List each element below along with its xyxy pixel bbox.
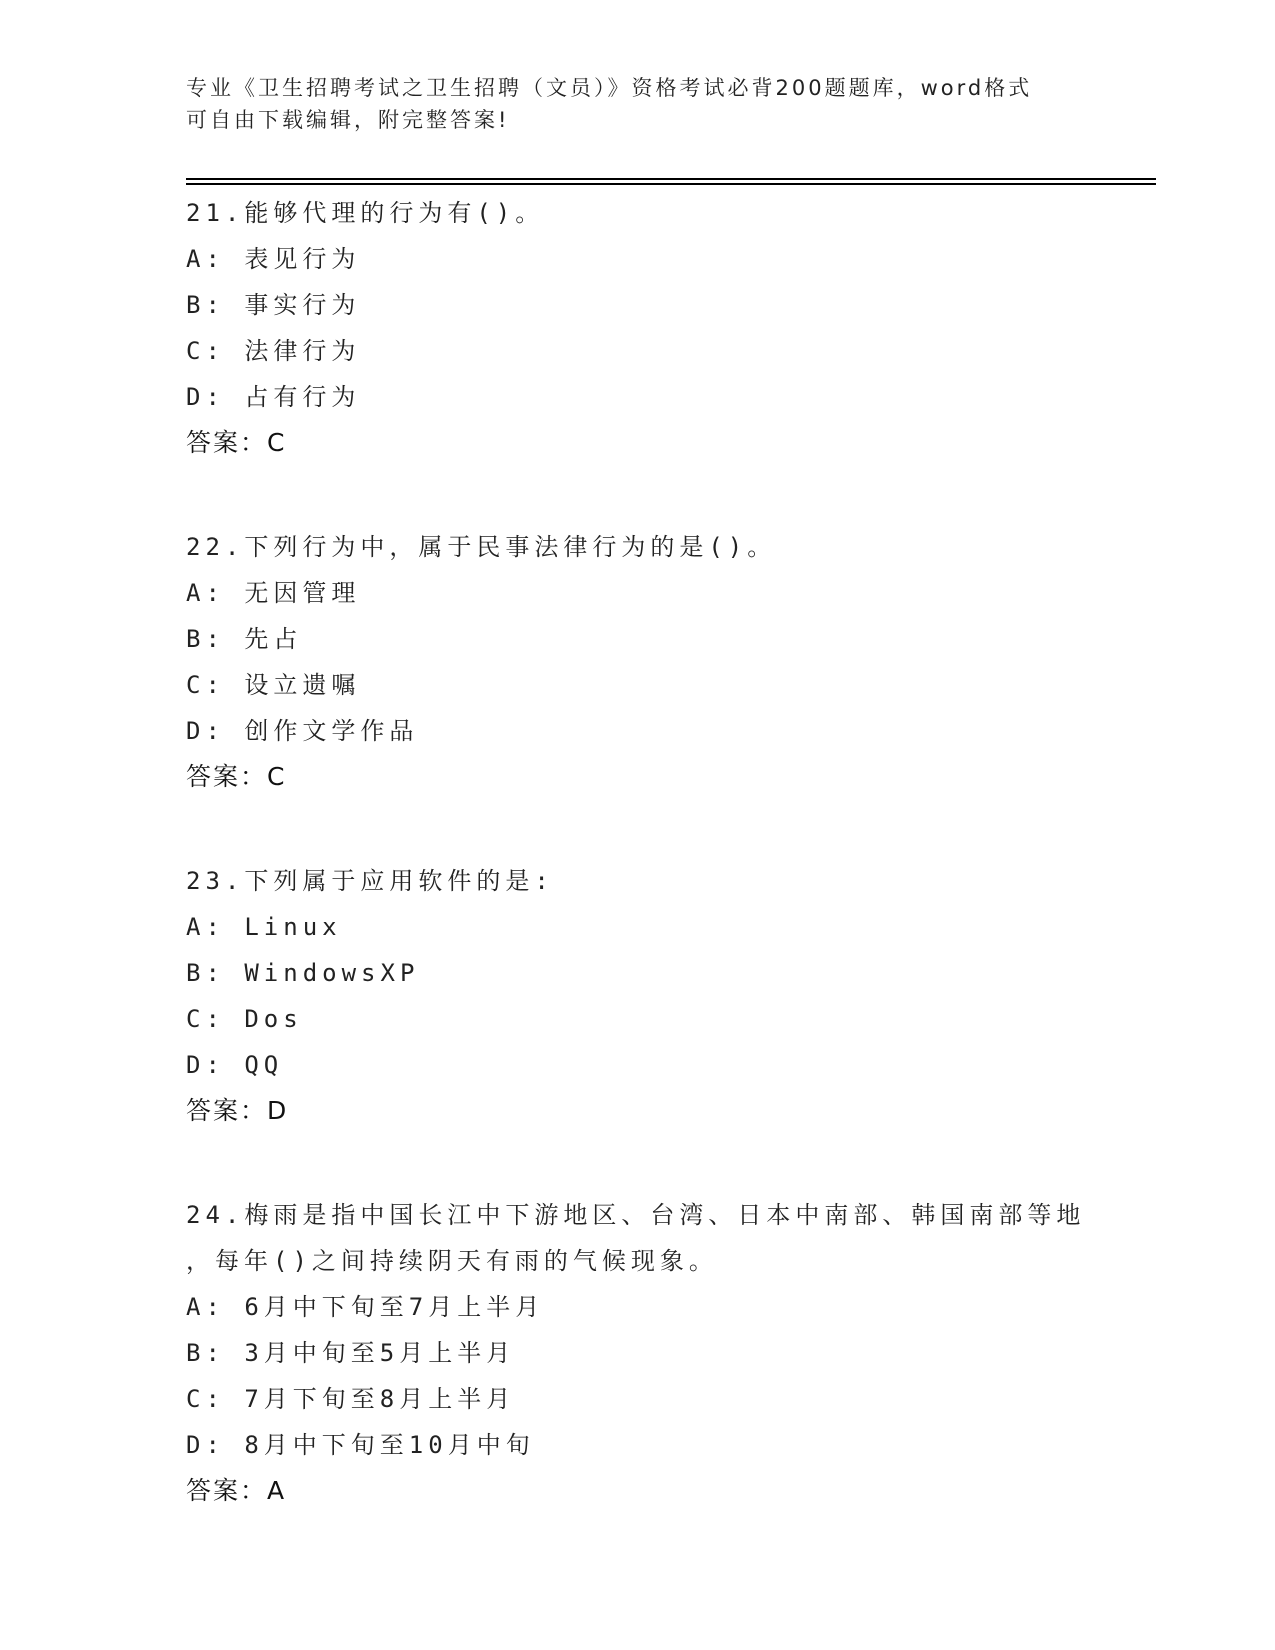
option-c: C: Dos: [186, 1005, 303, 1033]
option-b: B: 3月中旬至5月上半月: [186, 1339, 516, 1367]
option-c: C: 7月下旬至8月上半月: [186, 1385, 516, 1413]
question-21: [186, 190, 1146, 466]
header-line-1: 专业《卫生招聘考试之卫生招聘（文员）》资格考试必背200题题库，word格式: [186, 76, 1033, 100]
option-d: D: 8月中下旬至10月中旬: [186, 1431, 535, 1459]
option-d: D: QQ: [186, 1051, 284, 1079]
question-list: [186, 190, 1146, 1572]
option-d: D: 创作文学作品: [186, 717, 419, 745]
question-stem: 22.下列行为中，属于民事法律行为的是()。: [186, 533, 777, 561]
question-stem: 23.下列属于应用软件的是:: [186, 867, 554, 895]
answer-value: C: [267, 762, 285, 791]
option-b: B: WindowsXP: [186, 959, 420, 987]
option-a: A: 无因管理: [186, 579, 361, 607]
answer-value: D: [267, 1096, 287, 1125]
option-a: A: Linux: [186, 913, 342, 941]
option-c: C: 法律行为: [186, 337, 361, 365]
header-divider-top: [186, 178, 1156, 180]
option-a: A: 6月中下旬至7月上半月: [186, 1293, 545, 1321]
answer-line: [186, 1468, 1146, 1514]
answer-value: C: [267, 428, 285, 457]
option-c: C: 设立遗嘱: [186, 671, 361, 699]
option-b: B: 先占: [186, 625, 303, 653]
option-b: B: 事实行为: [186, 291, 361, 319]
question-stem: 21.能够代理的行为有()。: [186, 199, 545, 227]
answer-line: [186, 754, 1146, 800]
question-stem: 24.梅雨是指中国长江中下游地区、台湾、日本中南部、韩国南部等地: [186, 1201, 1086, 1229]
question-22: [186, 524, 1146, 800]
header-line-2: 可自由下载编辑，附完整答案!: [186, 108, 510, 132]
answer-value: A: [267, 1476, 285, 1505]
answer-line: [186, 1088, 1146, 1134]
answer-label: 答案：: [186, 1476, 268, 1505]
question-24: [186, 1192, 1146, 1514]
answer-label: 答案：: [186, 1096, 268, 1125]
option-d: D: 占有行为: [186, 383, 361, 411]
answer-label: 答案：: [186, 428, 268, 457]
option-a: A: 表见行为: [186, 245, 361, 273]
document-header: [186, 72, 1086, 136]
answer-label: 答案：: [186, 762, 268, 791]
header-divider-bottom: [186, 183, 1156, 185]
question-23: [186, 858, 1146, 1134]
question-stem-continued: ，每年()之间持续阴天有雨的气候现象。: [186, 1247, 718, 1275]
answer-line: [186, 420, 1146, 466]
